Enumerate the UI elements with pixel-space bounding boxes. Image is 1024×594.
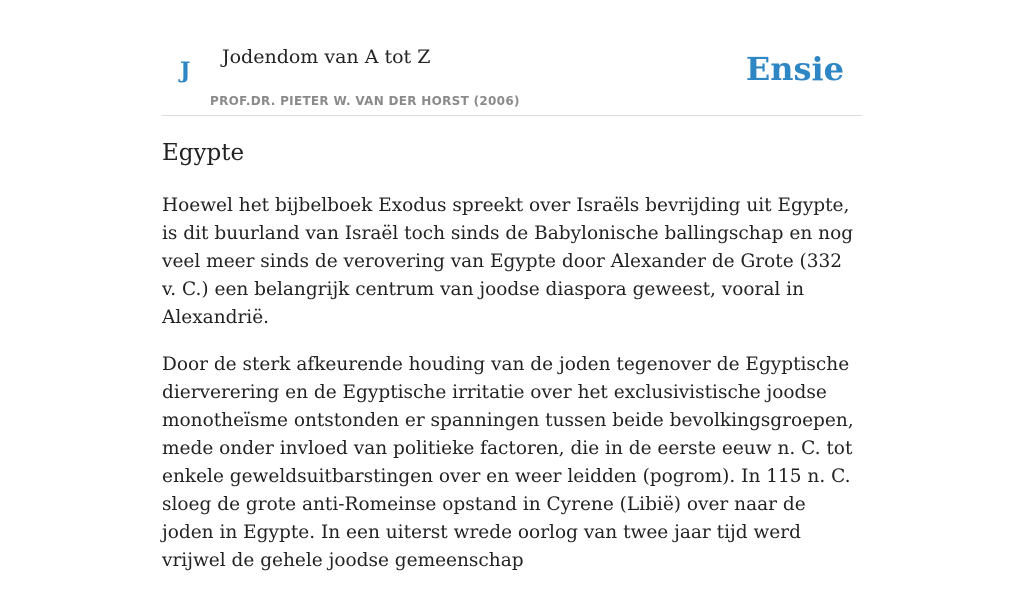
- author-line: PROF.DR. PIETER W. VAN DER HORST (2006): [210, 94, 520, 108]
- paragraph: Door de sterk afkeurende houding van de joden tegenover de Egyptische dierverering en de Egyptische irritatie over het exclusivistische joodse monotheïsme ontstonden er spanningen tussen beide bevolkingsgroepen, mede onder invloed van politieke factoren, die in de eerste eeuw n. C. tot enkele geweldsuitbarstingen over en weer leidden (pogrom). In 115 n. C. sloeg de grote anti-Romeinse opstand in Cyrene (Libië) over naar de joden in Egypte. In een uiterst wrede oorlog van twee jaar tijd werd vrijwel de gehele joodse gemeenschap: [162, 354, 854, 571]
- brand-logo[interactable]: Ensie: [745, 50, 844, 88]
- book-title[interactable]: Jodendom van A tot Z: [222, 46, 431, 68]
- entry-title: Egypte: [162, 140, 245, 166]
- entry-body: [162, 192, 862, 594]
- page: [162, 0, 862, 571]
- paragraph: Hoewel het bijbelboek Exodus spreekt over Israëls bevrijding uit Egypte, is dit buurland van Israël toch sinds de Babylonische ballingschap en nog veel meer sinds de verovering van Egypte door Alexander de Grote (332 v. C.) een belangrijk centrum van joodse diaspora geweest, vooral in Alexandrië.: [162, 195, 854, 328]
- header: [162, 0, 862, 116]
- letter-logo[interactable]: J: [180, 58, 191, 84]
